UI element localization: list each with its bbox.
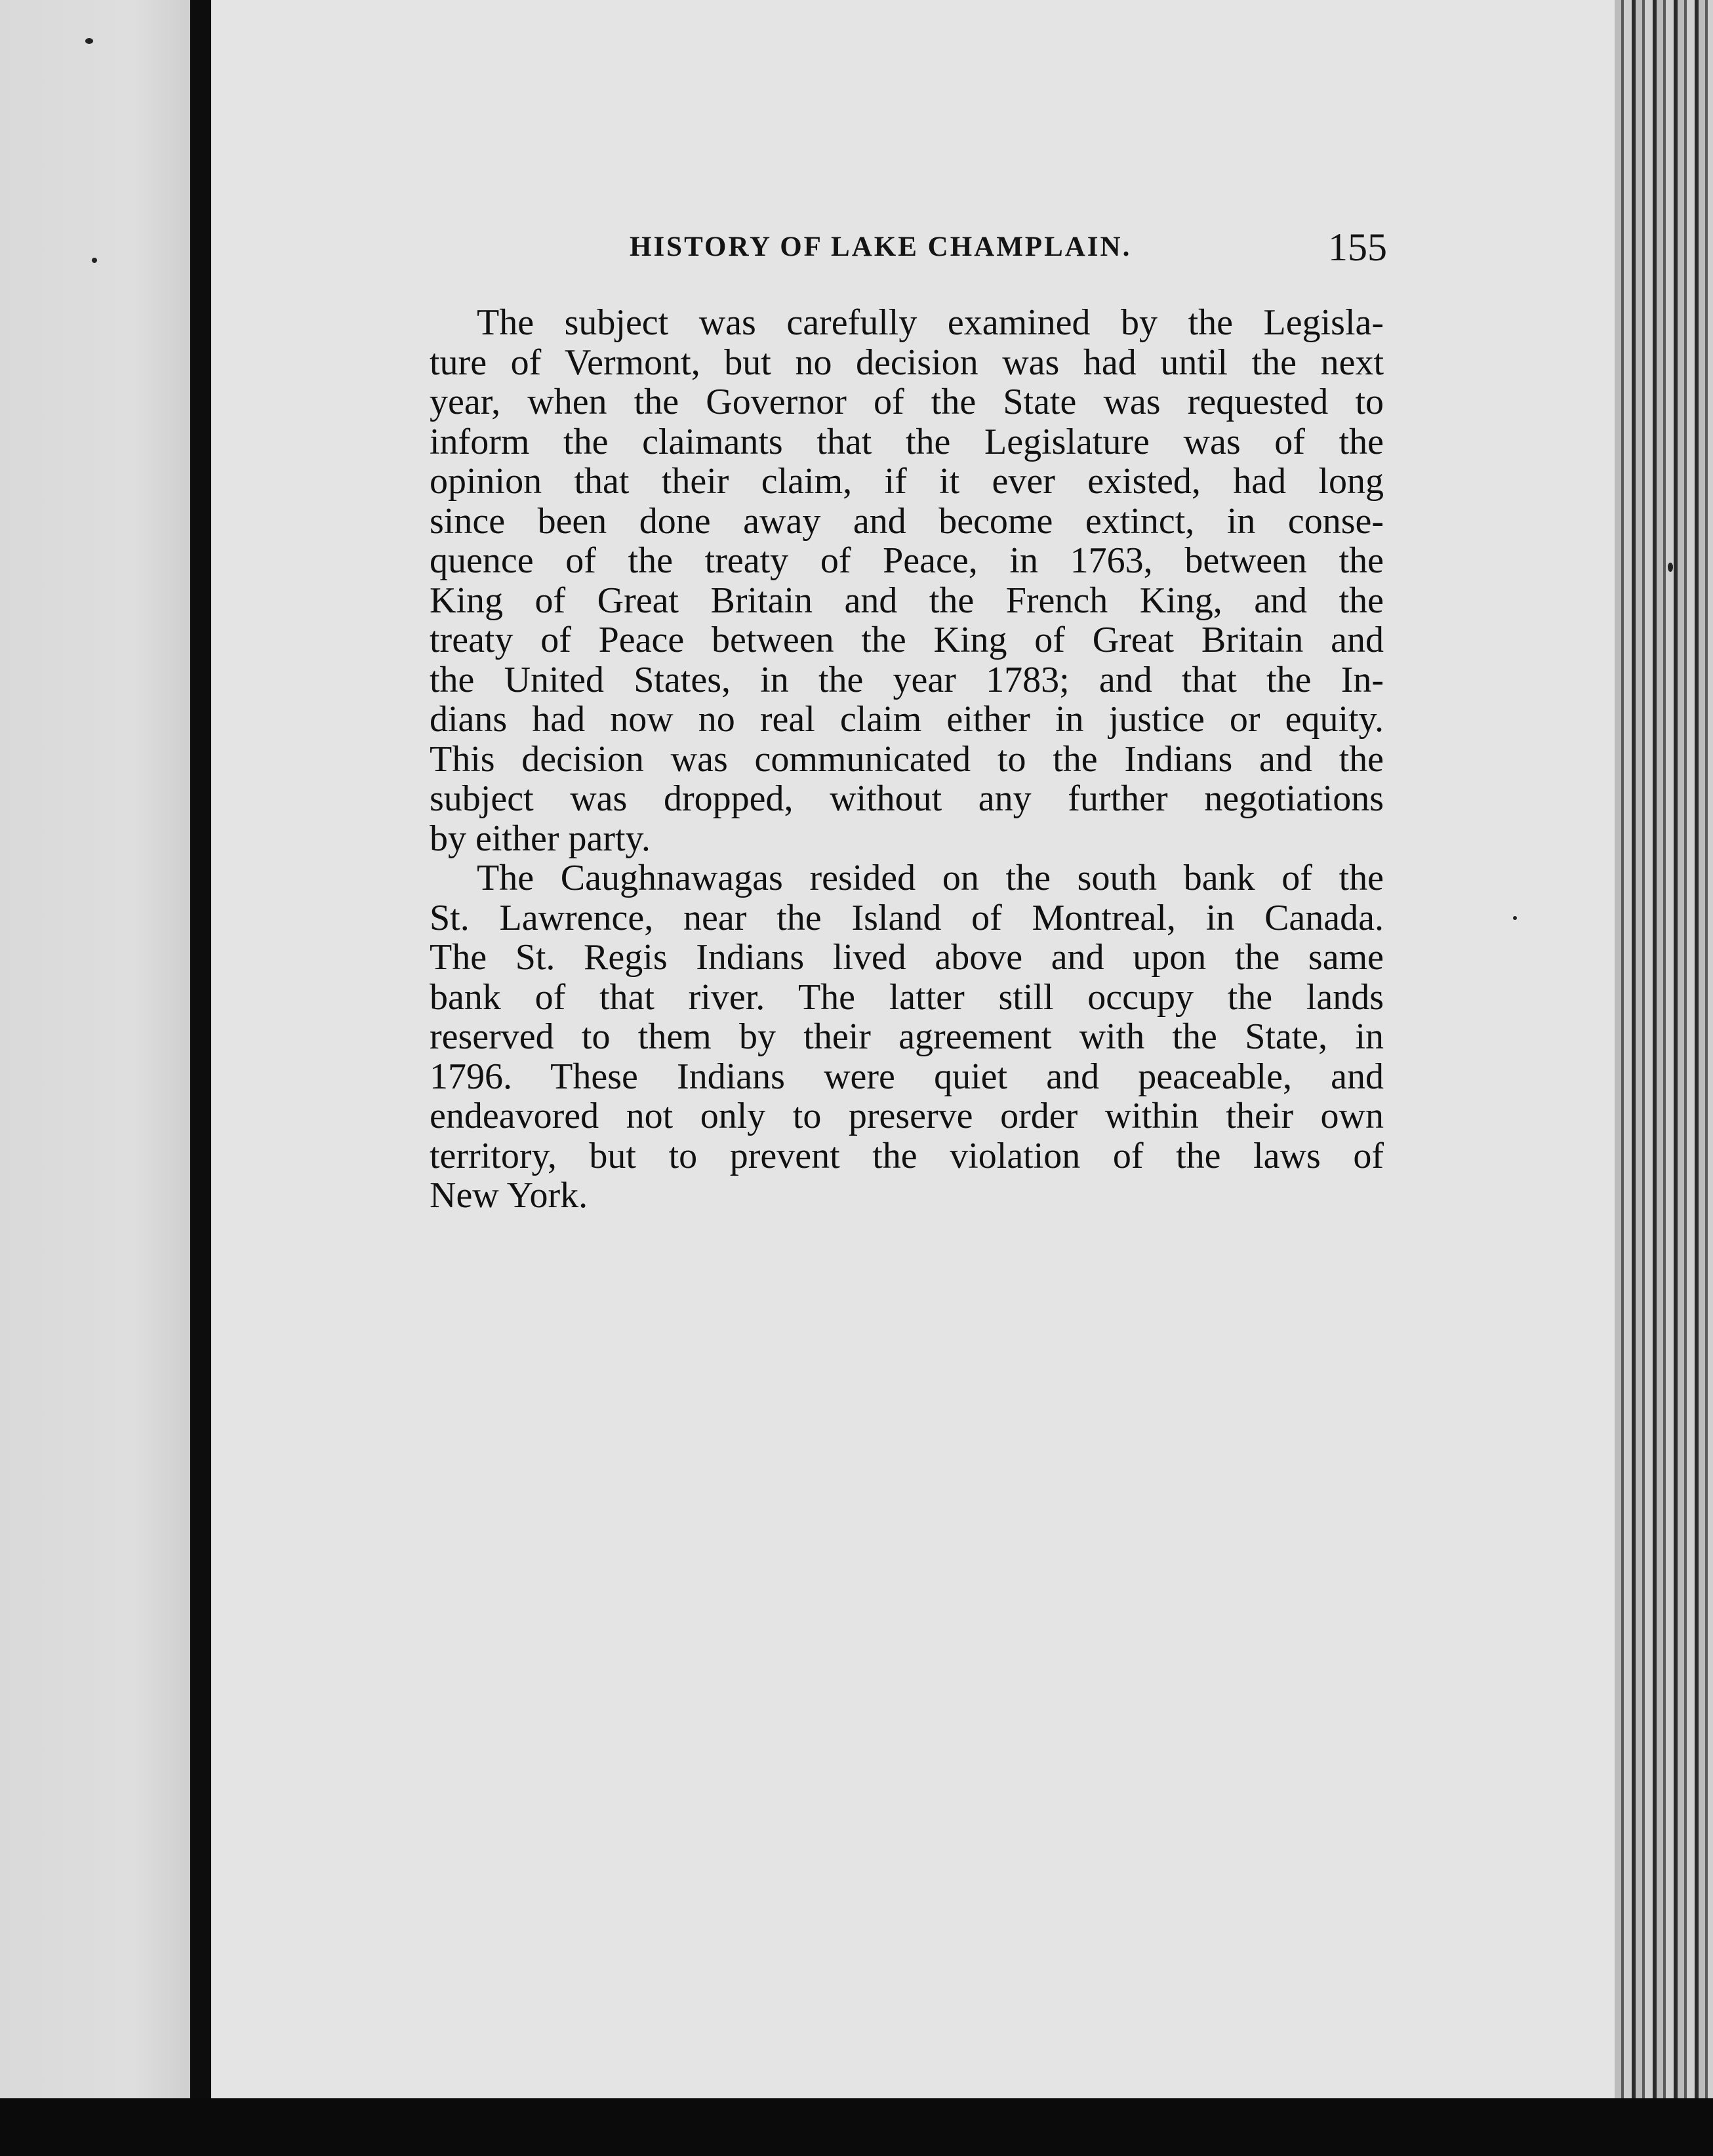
text-line: by either party. (430, 818, 651, 859)
text-line: 1796. These Indians were quiet and peaceable, and (430, 1056, 1384, 1097)
text-line: dians had now no real claim either in justice or equity. (430, 699, 1384, 740)
text-line: New York. (430, 1175, 588, 1216)
paragraph (430, 303, 1384, 858)
text-line: The St. Regis Indians lived above and upon the same (430, 937, 1384, 978)
text-line: bank of that river. The latter still occupy the lands (430, 976, 1384, 1018)
text-line: The Caughnawagas resided on the south bank of the (477, 858, 1384, 898)
ink-speck (1513, 916, 1517, 920)
text-line: This decision was communicated to the Indians and the (430, 738, 1384, 780)
text-line: endeavored not only to preserve order within their own (430, 1096, 1384, 1136)
page-number: 155 (1328, 226, 1387, 269)
text-line: territory, but to prevent the violation of the laws of (430, 1135, 1384, 1176)
text-line: subject was dropped, without any further negotiations (430, 778, 1384, 819)
text-line: ture of Vermont, but no decision was had until the next (430, 342, 1384, 383)
text-line: opinion that their claim, if it ever existed, had long (430, 461, 1384, 502)
text-line: the United States, in the year 1783; and that the In- (430, 659, 1384, 700)
running-head: HISTORY OF LAKE CHAMPLAIN. (630, 231, 1132, 262)
left-facing-page-edge (0, 0, 190, 2098)
ink-speck (92, 258, 97, 263)
text-line: year, when the Governor of the State was requested to (430, 382, 1384, 422)
text-line: King of Great Britain and the French King, and the (430, 580, 1384, 621)
ink-speck (85, 38, 93, 44)
text-line: since been done away and become extinct, in conse- (430, 500, 1384, 542)
paragraph (430, 858, 1384, 1216)
text-line: inform the claimants that the Legislature was of the (430, 421, 1384, 462)
book-gutter (190, 0, 211, 2156)
page-edges-stack (1615, 0, 1713, 2156)
body-text (430, 303, 1384, 1216)
text-line: The subject was carefully examined by the Legisla- (477, 302, 1384, 343)
text-line: St. Lawrence, near the Island of Montreal, in Canada. (430, 897, 1384, 938)
ink-speck (1668, 563, 1673, 572)
text-line: reserved to them by their agreement with the State, in (430, 1016, 1384, 1057)
text-line: quence of the treaty of Peace, in 1763, between the (430, 540, 1384, 581)
text-line: treaty of Peace between the King of Great Britain and (430, 620, 1384, 660)
scan-bottom-border (0, 2098, 1713, 2156)
